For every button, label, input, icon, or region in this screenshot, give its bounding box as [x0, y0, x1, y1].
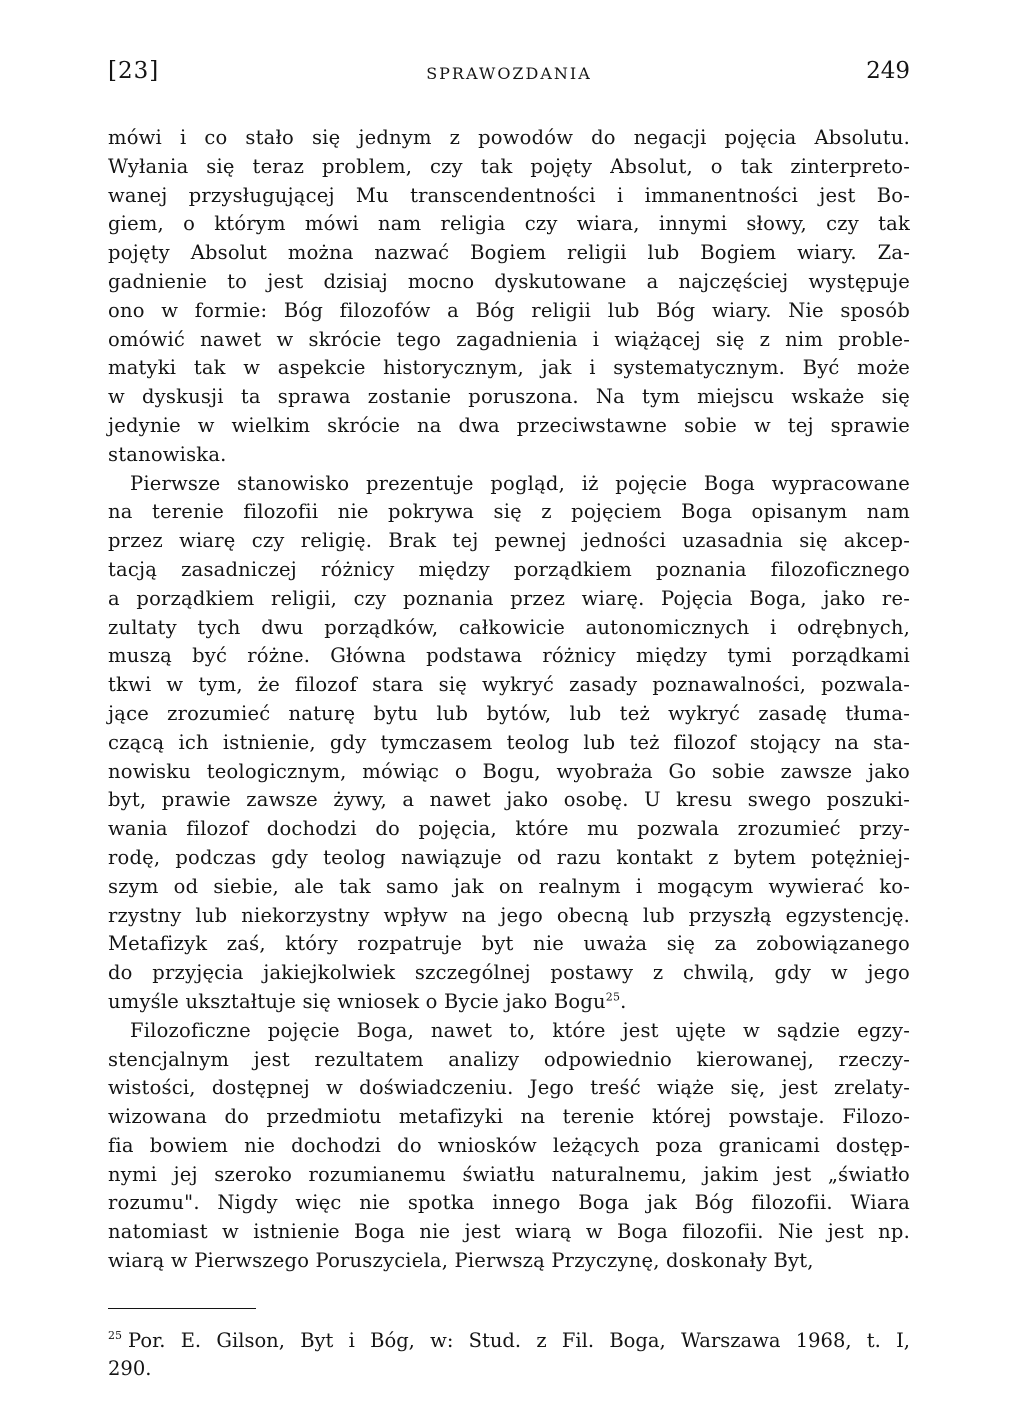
text-line: mówi i co stało się jednym z powodów do negacji pojęcia Absolutu.: [108, 126, 910, 149]
text-line: natomiast w istnienie Boga nie jest wiarą w Boga filozofii. Nie jest np.: [108, 1220, 910, 1244]
text-line: Wyłania się teraz problem, czy tak pojęty Absolut, o tak zinterpreto-: [108, 154, 910, 178]
text-line: muszą być różne. Główna podstawa różnicy między tymi porządkami: [108, 644, 910, 668]
text-line: rodę, podczas gdy teolog nawiązuje od razu kontakt z bytem potężniej-: [108, 845, 910, 869]
text-line: stanowiska.: [108, 442, 227, 466]
text-line: czącą ich istnienie, gdy tymczasem teolog lub też filozof stojący na sta-: [108, 730, 910, 754]
text-line: fia bowiem nie dochodzi do wniosków leżących poza granicami dostęp-: [108, 1133, 910, 1157]
text-line: wiarą w Pierwszego Poruszyciela, Pierwszą Przyczynę, doskonały Byt,: [108, 1249, 814, 1273]
text-line: przez wiarę czy religię. Brak tej pewnej jedności uzasadnia się akcep-: [108, 529, 910, 553]
text-line: wizowana do przedmiotu metafizyki na terenie której powstaje. Filozo-: [108, 1105, 910, 1129]
text-line: tkwi w tym, że filozof stara się wykryć zasady poznawalności, pozwala-: [108, 673, 910, 697]
text-line: omówić nawet w skrócie tego zagadnienia i wiążącej się z nim proble-: [108, 327, 910, 351]
text-line: zultaty tych dwu porządków, całkowicie autonomicznych i odrębnych,: [108, 615, 910, 639]
text-line: jące zrozumieć naturę bytu lub bytów, lub też wykryć zasadę tłuma-: [108, 701, 910, 725]
footnote-mark: 25: [108, 1329, 122, 1343]
text-line: gadnienie to jest dzisiaj mocno dyskutowane a najczęściej występuje: [108, 269, 910, 293]
text-line: a porządkiem religii, czy poznania przez wiarę. Pojęcia Boga, jako re-: [108, 586, 910, 610]
text-line: matyki tak w aspekcie historycznym, jak i systematycznym. Być może: [108, 356, 910, 380]
text-line: nymi jej szeroko rozumianemu światłu naturalnemu, jakim jest „światło: [108, 1162, 910, 1186]
text-line: wanej przysługującej Mu transcendentności i immanentności jest Bo-: [108, 183, 910, 207]
text-line: wania filozof dochodzi do pojęcia, które mu pozwala zrozumieć przy-: [108, 817, 910, 841]
page-reference: [23]: [108, 58, 160, 84]
text-line: Filozoficzne pojęcie Boga, nawet to, które jest ujęte w sądzie egzy-: [130, 1018, 910, 1042]
paragraph: [108, 470, 910, 1017]
page-number: 249: [866, 58, 910, 84]
body-text: [108, 124, 910, 1276]
text-line: stencjalnym jest rezultatem analizy odpowiednio kierowanej, rzeczy-: [108, 1047, 910, 1071]
text-line: wistości, dostępnej w doświadczeniu. Jego treść wiąże się, jest zrelaty-: [108, 1076, 910, 1100]
paragraph: [108, 124, 910, 470]
text-line: giem, o którym mówi nam religia czy wiara, innymi słowy, czy tak: [108, 212, 910, 236]
text-line: Pierwsze stanowisko prezentuje pogląd, iż pojęcie Boga wypracowane: [130, 471, 910, 495]
running-title: SPRAWOZDANIA: [426, 64, 592, 83]
paragraph: [108, 1017, 910, 1276]
text-line: nowisku teologicznym, mówiąc o Bogu, wyobraża Go sobie zawsze jako: [108, 759, 910, 783]
text-line: szym od siebie, ale tak samo jak on realnym i mogącym wywierać ko-: [108, 874, 910, 898]
text-line: jedynie w wielkim skrócie na dwa przeciwstawne sobie w tej sprawie: [108, 413, 910, 437]
text-line: pojęty Absolut można nazwać Bogiem religii lub Bogiem wiary. Za-: [108, 241, 910, 265]
text-line: Metafizyk zaś, który rozpatruje byt nie uważa się za zobowiązanego: [108, 932, 910, 956]
text-line: rozumu". Nigdy więc nie spotka innego Boga jak Bóg filozofii. Wiara: [108, 1191, 910, 1215]
text-line: rzystny lub niekorzystny wpływ na jego obecną lub przyszłą egzystencję.: [108, 903, 910, 927]
text-line: do przyjęcia jakiejkolwiek szczególnej postawy z chwilą, gdy w jego: [108, 961, 910, 985]
text-line: tacją zasadniczej różnicy między porządkiem poznania filozoficznego: [108, 557, 910, 581]
text-line: byt, prawie zawsze żywy, a nawet jako osobę. U kresu swego poszuki-: [108, 788, 910, 812]
footnote-separator: [108, 1308, 256, 1309]
text-line: ono w formie: Bóg filozofów a Bóg religii lub Bóg wiary. Nie sposób: [108, 298, 910, 322]
text-line: na terenie filozofii nie pokrywa się z pojęciem Boga opisanym nam: [108, 500, 910, 524]
footnote-line-1: Por. E. Gilson, Byt i Bóg, w: Stud. z Fil. Boga, Warszawa 1968, t. I,: [128, 1328, 910, 1352]
document-page: [108, 58, 910, 1383]
text-line: w dyskusji ta sprawa zostanie poruszona. Na tym miejscu wskaże się: [108, 385, 910, 409]
running-header: [108, 58, 910, 92]
footnote-line-2: 290.: [108, 1356, 152, 1380]
footnote-reference: 25: [605, 990, 621, 1004]
footnote: [108, 1327, 910, 1383]
text-line: umyśle ukształtuje się wniosek o Bycie jako Bogu$^{25}$.: [108, 989, 627, 1013]
